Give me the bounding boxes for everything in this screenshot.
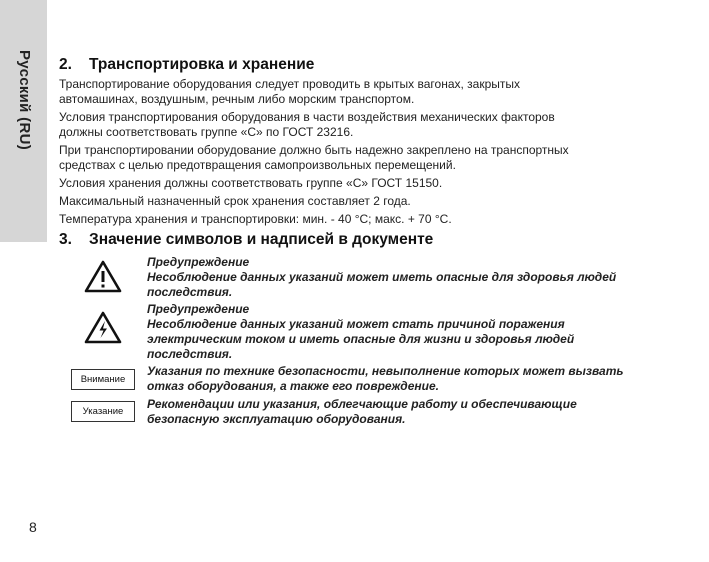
symbol-description: Указания по технике безопасности, невыполнение которых может вызвать отказ оборудования, а также его повреждение. — [147, 364, 624, 393]
symbol-description: Рекомендации или указания, облегчающие работу и обеспечивающие безопасную эксплуатацию оборудования. — [147, 397, 577, 426]
language-label: Русский (RU) — [16, 50, 33, 151]
language-side-tab — [0, 0, 47, 242]
paragraph: Условия хранения должны соответствовать группе «С» ГОСТ 15150. — [59, 176, 443, 190]
symbol-cell — [59, 255, 147, 293]
section-2-title: Транспортировка и хранение — [89, 56, 315, 73]
symbol-cell — [59, 302, 147, 344]
section-2-number: 2. — [59, 56, 72, 73]
symbol-row — [59, 255, 659, 302]
paragraph: Максимальный назначенный срок хранения составляет 2 года. — [59, 194, 411, 208]
section-3-heading — [59, 230, 659, 250]
paragraph: Температура хранения и транспортировки: мин. - 40 °C; макс. + 70 °C. — [59, 212, 452, 226]
warning-triangle-icon — [84, 260, 122, 293]
symbol-row — [59, 302, 659, 364]
symbol-cell — [59, 397, 147, 422]
electric-hazard-icon — [84, 311, 122, 344]
section-3-number: 3. — [59, 231, 72, 248]
section-2-body — [59, 77, 659, 227]
page-number: 8 — [29, 519, 37, 535]
symbol-cell — [59, 364, 147, 390]
paragraph: Транспортирование оборудования следует проводить в крытых вагонах, закрытых автомашинах, воздушным, речным либо морским транспортом. — [59, 77, 521, 106]
section-3-title: Значение символов и надписей в документе — [89, 231, 434, 248]
note-label: Указание — [71, 401, 135, 422]
paragraph: При транспортировании оборудование должно быть надежно закреплено на транспортных средствах с целью предотвращения самопроизвольных перемещений. — [59, 143, 569, 172]
symbol-description: Предупреждение Несоблюдение данных указаний может стать причиной поражения электрическим током и иметь опасные для жизни и здоровья людей последствия. — [147, 302, 575, 361]
symbols-list — [59, 255, 659, 430]
paragraph: Условия транспортирования оборудования в части воздействия механических факторов должны соответствовать группе «С» по ГОСТ 23216. — [59, 110, 555, 139]
page-content — [59, 55, 659, 430]
section-2-heading — [59, 55, 659, 75]
symbol-row — [59, 397, 659, 430]
symbol-description: Предупреждение Несоблюдение данных указаний может иметь опасные для здоровья людей последствия. — [147, 255, 617, 299]
symbol-row — [59, 364, 659, 397]
attention-label: Внимание — [71, 369, 135, 390]
